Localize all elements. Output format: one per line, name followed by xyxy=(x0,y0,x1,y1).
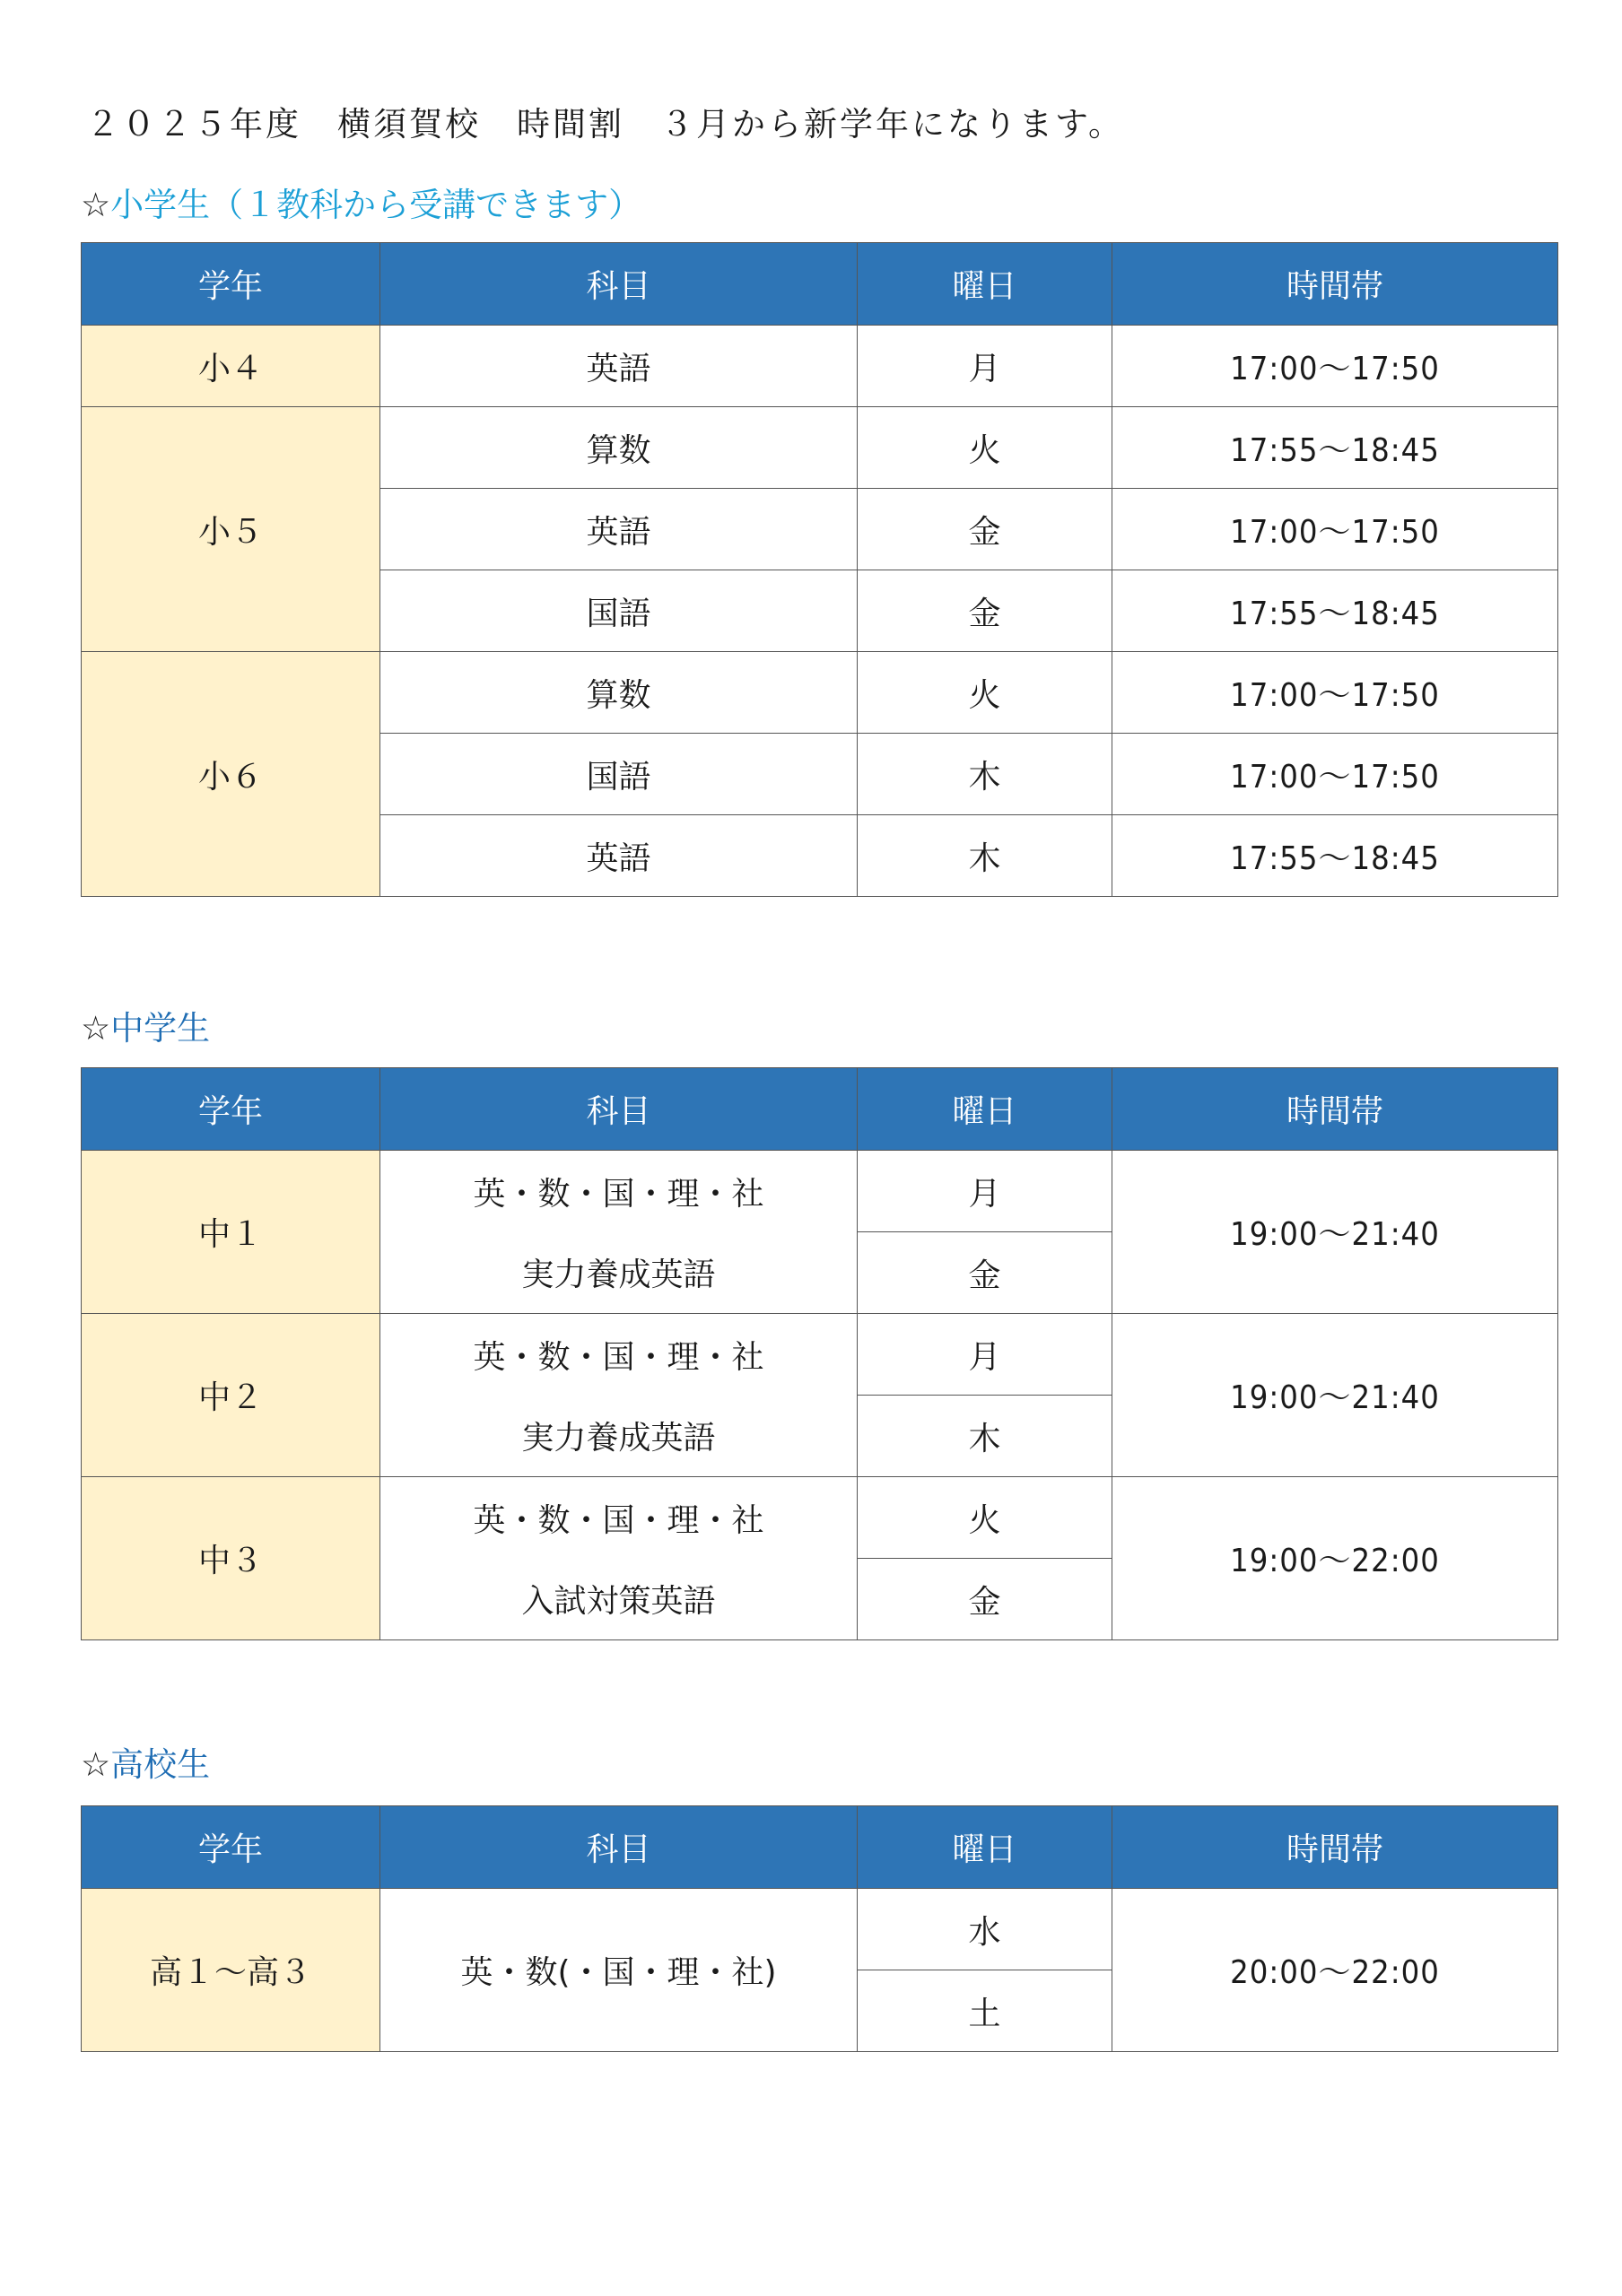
subject-cell: 国語 xyxy=(380,570,858,652)
subject-cell: 実力養成英語 xyxy=(380,1232,858,1314)
grade-cell: 小６ xyxy=(82,652,380,897)
section-heading-junior-high xyxy=(81,1001,210,1049)
section-label: 小学生（１教科から受講できます） xyxy=(110,186,642,224)
time-cell: 17:00～17:50 xyxy=(1112,489,1558,570)
star-icon: ☆ xyxy=(81,1009,111,1048)
section-label: 中学生 xyxy=(110,1009,211,1048)
subject-cell: 算数 xyxy=(380,407,858,489)
table-row xyxy=(82,652,1558,734)
table-row xyxy=(82,1314,1558,1396)
subject-cell: 実力養成英語 xyxy=(380,1396,858,1477)
grade-cell: 中２ xyxy=(82,1314,380,1477)
time-cell: 17:55～18:45 xyxy=(1112,815,1558,897)
table-row xyxy=(82,407,1558,489)
day-cell: 木 xyxy=(858,1396,1112,1477)
subject-cell: 英語 xyxy=(380,326,858,407)
subject-cell: 英語 xyxy=(380,815,858,897)
grade-cell: 中１ xyxy=(82,1151,380,1314)
header-time: 時間帯 xyxy=(1112,1806,1558,1889)
grade-cell: 中３ xyxy=(82,1477,380,1640)
grade-cell: 高１～高３ xyxy=(82,1889,380,2052)
day-cell: 金 xyxy=(858,1559,1112,1640)
time-cell: 17:00～17:50 xyxy=(1112,734,1558,815)
day-cell: 月 xyxy=(858,1151,1112,1232)
time-cell: 20:00～22:00 xyxy=(1112,1889,1558,2052)
day-cell: 火 xyxy=(858,407,1112,489)
table-header-row xyxy=(82,243,1558,326)
time-cell: 19:00～22:00 xyxy=(1112,1477,1558,1640)
header-day: 曜日 xyxy=(858,1068,1112,1151)
document-title: ２０２５年度 横須賀校 時間割 ３月から新学年になります。 xyxy=(86,105,1125,144)
section-label: 高校生 xyxy=(110,1745,211,1784)
grade-cell: 小４ xyxy=(82,326,380,407)
header-grade: 学年 xyxy=(82,1068,380,1151)
table-header-row xyxy=(82,1806,1558,1889)
elementary-timetable xyxy=(81,242,1558,897)
subject-cell: 英・数・国・理・社 xyxy=(380,1477,858,1559)
day-cell: 土 xyxy=(858,1970,1112,2052)
day-cell: 金 xyxy=(858,570,1112,652)
header-day: 曜日 xyxy=(858,1806,1112,1889)
subject-cell: 国語 xyxy=(380,734,858,815)
day-cell: 火 xyxy=(858,652,1112,734)
day-cell: 木 xyxy=(858,734,1112,815)
time-cell: 19:00～21:40 xyxy=(1112,1314,1558,1477)
header-grade: 学年 xyxy=(82,243,380,326)
header-time: 時間帯 xyxy=(1112,243,1558,326)
subject-cell: 入試対策英語 xyxy=(380,1559,858,1640)
subject-cell: 英・数・国・理・社 xyxy=(380,1151,858,1232)
header-day: 曜日 xyxy=(858,243,1112,326)
section-heading-high-school xyxy=(81,1737,210,1786)
time-cell: 17:55～18:45 xyxy=(1112,570,1558,652)
time-cell: 17:00～17:50 xyxy=(1112,652,1558,734)
table-row xyxy=(82,326,1558,407)
subject-cell: 英語 xyxy=(380,489,858,570)
day-cell: 火 xyxy=(858,1477,1112,1559)
day-cell: 木 xyxy=(858,815,1112,897)
time-cell: 17:00～17:50 xyxy=(1112,326,1558,407)
table-header-row xyxy=(82,1068,1558,1151)
day-cell: 金 xyxy=(858,489,1112,570)
subject-cell: 算数 xyxy=(380,652,858,734)
junior-high-timetable xyxy=(81,1067,1558,1640)
table-row xyxy=(82,1477,1558,1559)
header-time: 時間帯 xyxy=(1112,1068,1558,1151)
day-cell: 月 xyxy=(858,326,1112,407)
star-icon: ☆ xyxy=(81,186,111,224)
day-cell: 月 xyxy=(858,1314,1112,1396)
header-subject: 科目 xyxy=(380,1068,858,1151)
time-cell: 17:55～18:45 xyxy=(1112,407,1558,489)
header-subject: 科目 xyxy=(380,1806,858,1889)
day-cell: 水 xyxy=(858,1889,1112,1970)
time-cell: 19:00～21:40 xyxy=(1112,1151,1558,1314)
subject-cell: 英・数・国・理・社 xyxy=(380,1314,858,1396)
section-heading-elementary xyxy=(81,178,641,226)
header-subject: 科目 xyxy=(380,243,858,326)
grade-cell: 小５ xyxy=(82,407,380,652)
subject-cell: 英・数(・国・理・社) xyxy=(380,1889,858,2052)
table-row xyxy=(82,1151,1558,1232)
table-row xyxy=(82,1889,1558,1970)
high-school-timetable xyxy=(81,1805,1558,2052)
day-cell: 金 xyxy=(858,1232,1112,1314)
star-icon: ☆ xyxy=(81,1745,111,1784)
header-grade: 学年 xyxy=(82,1806,380,1889)
